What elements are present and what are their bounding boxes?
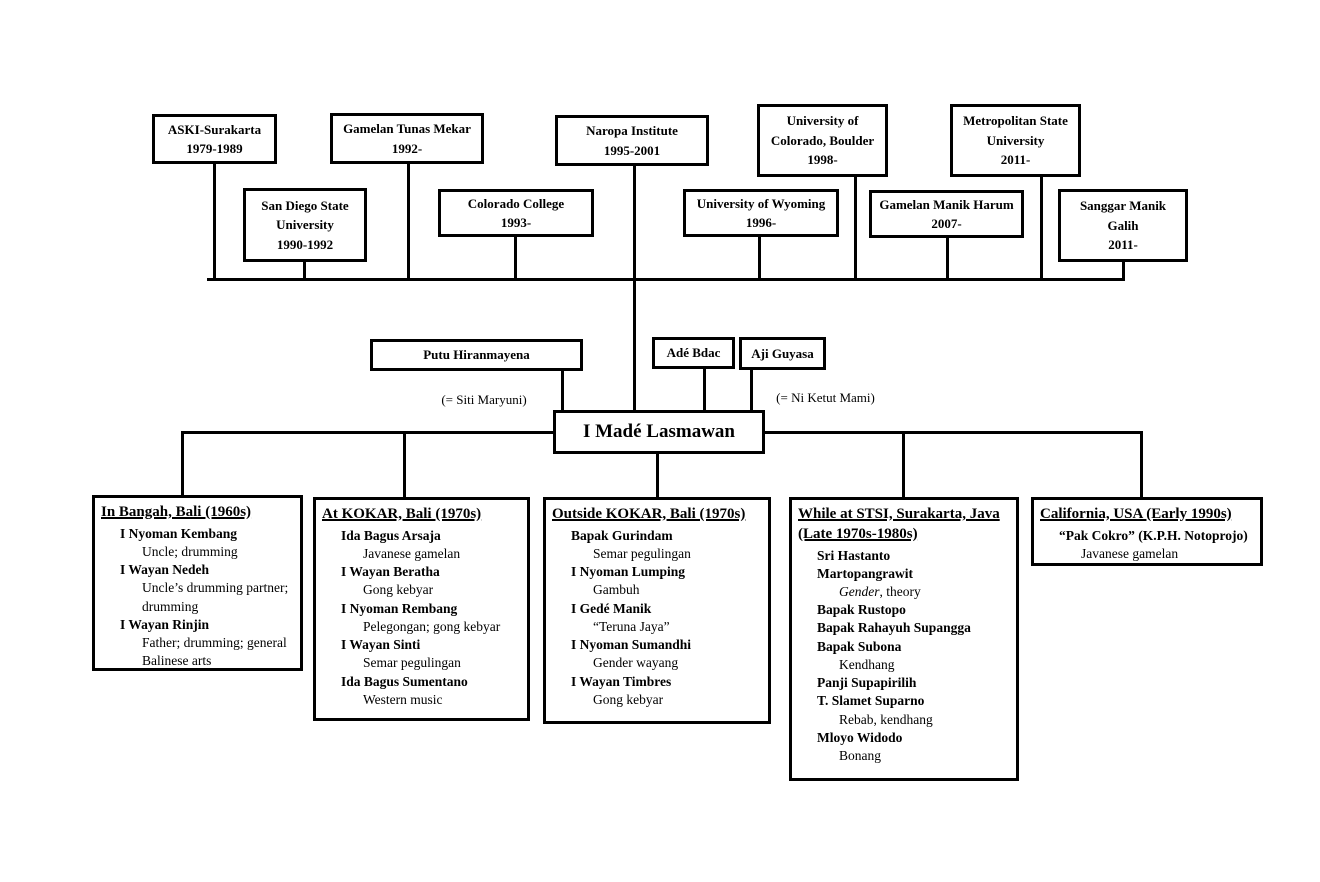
influence-group-header: While at STSI, Surakarta, Java (Late 1970s-1980s) xyxy=(798,506,1000,542)
student-box-ade-bdac xyxy=(652,337,735,369)
person-description xyxy=(593,545,763,563)
person-name: Martopangrawit xyxy=(817,565,913,581)
connector-line xyxy=(1122,259,1125,281)
connector-line xyxy=(1140,431,1143,500)
person-description-segment: , theory xyxy=(879,584,921,600)
person-description xyxy=(839,747,1011,765)
person-description xyxy=(363,618,522,636)
mid-institution-box-0 xyxy=(243,188,367,262)
person-description-segment: Uncle’s drumming partner; drumming xyxy=(142,580,289,614)
institution-text-line: Gamelan Tunas Mekar xyxy=(343,121,471,136)
institution-text-line: Naropa Institute xyxy=(586,123,678,138)
institution-text-line: ASKI-Surakarta xyxy=(167,121,262,137)
person-description xyxy=(363,545,522,563)
institution-text-line: 1993- xyxy=(500,215,532,230)
person-description xyxy=(839,583,1011,601)
institution-text-line: 1998- xyxy=(807,152,838,168)
influence-group-header: California, USA (Early 1990s) xyxy=(1040,506,1232,522)
person-description-segment: Bonang xyxy=(839,748,881,763)
spouse-note-right: (= Ni Ketut Mami) xyxy=(776,390,875,405)
connector-line xyxy=(514,235,517,281)
person-description-segment: Rebab, kendhang xyxy=(839,711,933,727)
influence-group-box-0 xyxy=(92,495,303,671)
person-description xyxy=(593,654,763,672)
person-description xyxy=(1081,545,1255,563)
institution-text-line: Galih xyxy=(1107,217,1139,233)
person-name: Ida Bagus Sumentano xyxy=(341,673,468,689)
institution-text-line: Colorado, Boulder xyxy=(770,132,875,148)
person-description-segment: Semar pegulingan xyxy=(363,655,461,671)
connector-line xyxy=(854,175,857,281)
connector-line xyxy=(407,162,410,281)
person-name: Panji Supapirilih xyxy=(817,675,917,691)
institution-text-line: University of Wyoming xyxy=(696,195,826,211)
person-name: Sri Hastanto xyxy=(817,547,891,563)
student-box-putu-hiranmayena xyxy=(370,339,583,371)
institution-text-line: 1979-1989 xyxy=(186,141,243,156)
person-description xyxy=(593,618,763,636)
person-name: Bapak Rahayuh Supangga xyxy=(817,620,971,636)
institution-text-line: Metropolitan State xyxy=(963,113,1068,129)
top-institution-box-3 xyxy=(757,104,888,177)
connector-line xyxy=(656,452,659,500)
person-description-segment: Javanese gamelan xyxy=(1081,546,1179,562)
mid-institution-box-1 xyxy=(438,189,594,237)
connector-line xyxy=(207,278,1125,281)
person-description-segment: Western music xyxy=(363,691,443,707)
person-name: I Nyoman Kembang xyxy=(120,525,238,541)
person-description-segment: Uncle; drumming xyxy=(142,544,238,560)
institution-text-line: University xyxy=(276,217,334,233)
center-person-box xyxy=(553,410,765,454)
institution-text-line: 1990-1992 xyxy=(276,236,334,252)
institution-text-line: 1995-2001 xyxy=(603,142,661,158)
person-description xyxy=(363,654,522,672)
connector-line xyxy=(946,236,949,281)
top-institution-box-4 xyxy=(950,104,1081,177)
connector-line xyxy=(213,162,216,281)
person-description-segment: Pelegongan; gong kebyar xyxy=(363,618,501,634)
mid-institution-box-2 xyxy=(683,189,839,237)
person-name: I Wayan Nedeh xyxy=(120,562,210,578)
person-description-segment: Javanese gamelan xyxy=(363,546,461,562)
mid-institution-box-3 xyxy=(869,190,1024,238)
mid-institution-box-4 xyxy=(1058,189,1188,262)
person-description xyxy=(839,656,1011,674)
institution-text-line: Colorado College xyxy=(467,195,565,211)
person-name: Bapak Rustopo xyxy=(817,602,906,618)
person-description-segment: “Teruna Jaya” xyxy=(593,618,670,634)
connector-line xyxy=(181,431,556,434)
top-institution-box-1 xyxy=(330,113,484,164)
connector-line xyxy=(633,164,636,412)
person-name: Bapak Subona xyxy=(817,638,902,654)
person-name: I Wayan Beratha xyxy=(341,564,440,580)
influence-group-box-1 xyxy=(313,497,530,721)
connector-line xyxy=(403,431,406,500)
person-description-segment: Gender xyxy=(839,584,880,600)
institution-text-line: Gamelan Manik Harum xyxy=(879,196,1014,212)
connector-line xyxy=(902,431,905,500)
institution-text-line: University xyxy=(986,132,1045,148)
connector-line xyxy=(181,431,184,498)
influence-group-header: Outside KOKAR, Bali (1970s) xyxy=(552,506,746,522)
connector-line xyxy=(303,260,306,281)
spouse-note-left: (= Siti Maryuni) xyxy=(441,392,527,407)
person-description-segment: Gender wayang xyxy=(593,655,679,671)
person-name: I Gedé Manik xyxy=(571,600,652,616)
connector-line xyxy=(758,235,761,281)
influence-group-box-4 xyxy=(1031,497,1263,566)
person-name: I Nyoman Rembang xyxy=(341,600,458,616)
connector-line xyxy=(1040,175,1043,281)
person-description-segment: Father; drumming; general Balinese arts xyxy=(142,635,287,669)
institution-text-line: 2007- xyxy=(931,216,962,231)
person-description-segment: Semar pegulingan xyxy=(593,546,691,562)
person-description xyxy=(363,581,522,599)
person-description-segment: Gong kebyar xyxy=(593,691,664,707)
person-description xyxy=(363,691,522,709)
student-name: Aji Guyasa xyxy=(751,345,814,361)
person-description xyxy=(593,691,763,709)
institution-text-line: 2011- xyxy=(1000,152,1031,168)
top-institution-box-0 xyxy=(152,114,277,164)
person-description xyxy=(142,579,295,615)
top-institution-box-2 xyxy=(555,115,709,166)
person-name: I Wayan Rinjin xyxy=(120,616,210,632)
institution-text-line: University of xyxy=(786,113,859,129)
person-description-segment: Gambuh xyxy=(593,582,640,598)
influence-group-box-3 xyxy=(789,497,1019,781)
student-name: Adé Bdac xyxy=(666,345,721,360)
person-name: I Wayan Timbres xyxy=(571,673,672,689)
connector-line xyxy=(750,366,753,412)
institution-text-line: 2011- xyxy=(1108,237,1138,253)
center-person-name: I Madé Lasmawan xyxy=(582,421,735,442)
person-description-segment: Kendhang xyxy=(839,656,895,672)
student-name: Putu Hiranmayena xyxy=(423,347,530,362)
influence-group-header: In Bangah, Bali (1960s) xyxy=(101,504,252,520)
person-description xyxy=(839,711,1011,729)
person-name: I Nyoman Sumandhi xyxy=(571,637,692,653)
person-name: Mloyo Widodo xyxy=(817,729,903,745)
person-name: Bapak Gurindam xyxy=(571,527,673,543)
person-name: “Pak Cokro” (K.P.H. Notoprojo) xyxy=(1059,527,1248,543)
institution-text-line: 1996- xyxy=(745,215,777,230)
person-description xyxy=(142,543,295,561)
connector-line xyxy=(763,431,1143,434)
institution-text-line: Sanggar Manik xyxy=(1079,198,1167,214)
influence-group-header: At KOKAR, Bali (1970s) xyxy=(322,506,482,522)
person-description xyxy=(142,634,295,670)
connector-line xyxy=(703,366,706,412)
person-name: I Wayan Sinti xyxy=(341,637,421,653)
person-name: T. Slamet Suparno xyxy=(817,693,925,709)
person-name: I Nyoman Lumping xyxy=(571,564,686,580)
student-box-aji-guyasa xyxy=(739,337,826,370)
person-name: Ida Bagus Arsaja xyxy=(341,527,441,543)
person-description xyxy=(593,581,763,599)
institution-text-line: 1992- xyxy=(391,140,423,156)
influence-group-box-2 xyxy=(543,497,771,724)
institution-text-line: San Diego State xyxy=(261,197,349,213)
person-description-segment: Gong kebyar xyxy=(363,582,434,598)
